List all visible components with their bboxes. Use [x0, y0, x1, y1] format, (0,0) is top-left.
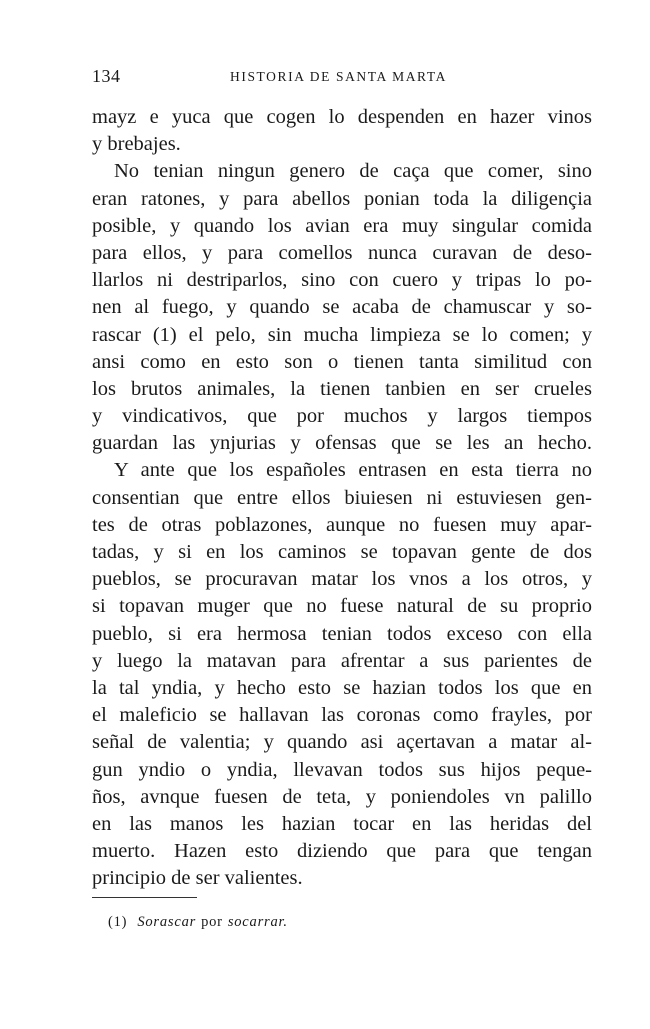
text-line: ansi como en esto son o tienen tanta similitud con [92, 350, 592, 373]
text-line: llarlos ni destriparlos, sino con cuero y tripas lo po- [92, 269, 592, 292]
text-line: consentian que entre ellos biuiesen ni estuviesen gen- [92, 486, 592, 509]
text-line: No tenian ningun genero de caça que comer, sino [114, 160, 592, 183]
page-header [92, 66, 592, 86]
footnote-marker: (1) [108, 914, 128, 930]
text-line: muerto. Hazen esto diziendo que para que tengan [92, 840, 592, 863]
text-line: tadas, y si en los caminos se topavan gente de dos [92, 541, 592, 563]
text-line: rascar (1) el pelo, sin mucha limpieza se lo comen; y [92, 323, 592, 346]
text-line: y brebajes. [92, 133, 181, 156]
footnote-divider [92, 897, 197, 898]
text-line: para ellos, y para comellos nunca curavan de deso- [92, 241, 592, 264]
text-line: los brutos animales, la tienen tanbien en ser crueles [92, 377, 592, 400]
footnote [108, 914, 288, 931]
running-head: HISTORIA DE SANTA MARTA [230, 69, 447, 84]
text-line: la tal yndia, y hecho esto se hazian todos los que en [92, 676, 592, 699]
footnote-term: Sorascar [137, 914, 197, 930]
text-line: el maleficio se hallavan las coronas como frayles, por [92, 704, 592, 727]
body-text [92, 104, 592, 892]
text-line: posible, y quando los avian era muy singular comida [92, 214, 592, 237]
text-line: tes de otras poblazones, aunque no fuesen muy apar- [92, 513, 592, 536]
text-line: y luego la matavan para afrentar a sus parientes de [92, 649, 592, 672]
text-line: si topavan muger que no fuese natural de su proprio [92, 595, 592, 618]
text-line: eran ratones, y para abellos ponian toda la diligençia [92, 187, 592, 210]
text-line: Y ante que los españoles entrasen en esta tierra no [114, 459, 592, 482]
page-number: 134 [92, 66, 121, 86]
text-line: en las manos les hazian tocar en las heridas del [92, 812, 592, 835]
text-line: señal de valentia; y quando asi açertavan a matar al- [92, 731, 592, 754]
text-line: pueblos, se procuravan matar los vnos a los otros, y [92, 568, 592, 591]
text-line: nen al fuego, y quando se acaba de chamuscar y so- [92, 296, 592, 319]
text-line: ños, avnque fuesen de teta, y poniendoles vn palillo [92, 785, 592, 808]
text-line: principio de ser valientes. [92, 867, 303, 890]
text-line: mayz e yuca que cogen lo despenden en hazer vinos [92, 106, 592, 128]
text-line: gun yndio o yndia, llevavan todos sus hijos peque- [92, 758, 592, 781]
footnote-replacement: socarrar. [227, 914, 288, 930]
footnote-connector: por [201, 914, 223, 930]
text-line: y vindicativos, que por muchos y largos tiempos [92, 405, 592, 428]
text-line: pueblo, si era hermosa tenian todos exceso con ella [92, 622, 592, 645]
text-line: guardan las ynjurias y ofensas que se les an hecho. [92, 432, 592, 455]
